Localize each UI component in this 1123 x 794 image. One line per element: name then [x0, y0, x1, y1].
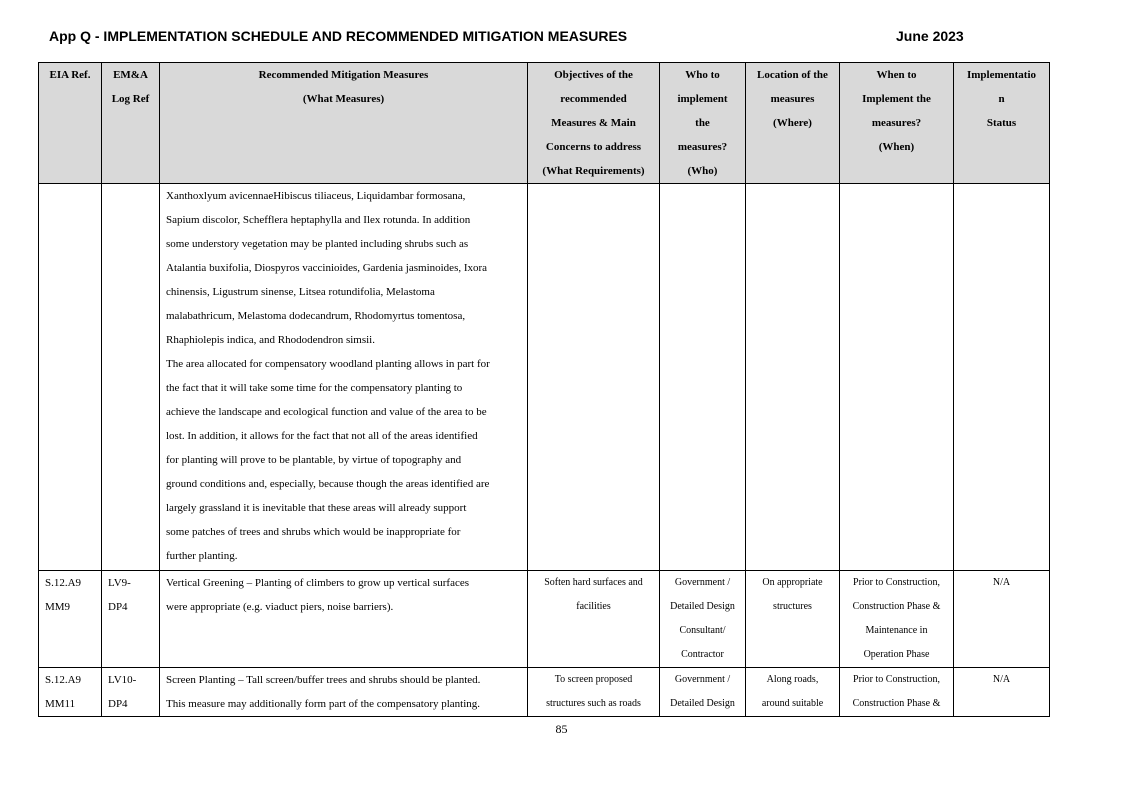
- cell-log-ref: [102, 668, 160, 717]
- header-text-line: EIA Ref.: [49, 69, 91, 81]
- cell-text-line: To screen proposed: [554, 674, 633, 685]
- cell-where: [746, 668, 840, 717]
- header-text-line: Objectives of the: [554, 69, 633, 81]
- cell-text-line: some patches of trees and shrubs which would be inappropriate for: [166, 526, 461, 538]
- cell-text-line: facilities: [576, 601, 611, 612]
- header-text-line: measures?: [677, 141, 728, 153]
- cell-text-line: Soften hard surfaces and: [544, 577, 643, 588]
- table-header-row: [39, 63, 1050, 184]
- cell-status: [954, 571, 1050, 668]
- table-row: [39, 184, 1050, 571]
- cell-text-line: were appropriate (e.g. viaduct piers, noise barriers).: [166, 601, 394, 613]
- header-text-line: Location of the: [757, 69, 828, 81]
- cell-eia-ref: [39, 571, 102, 668]
- cell-text-line: ground conditions and, especially, because though the areas identified are: [166, 478, 490, 490]
- cell-text-line: MM9: [45, 601, 71, 613]
- cell-text-line: lost. In addition, it allows for the fact that not all of the areas identified: [166, 430, 478, 442]
- header-text-line: Who to: [685, 69, 720, 81]
- cell-text-line: largely grassland it is inevitable that these areas will already support: [166, 502, 467, 514]
- cell-where: [746, 184, 840, 571]
- header-text-line: Concerns to address: [545, 141, 642, 153]
- cell-text-line: Vertical Greening – Planting of climbers to grow up vertical surfaces: [166, 577, 470, 589]
- mitigation-measures-table: [38, 62, 1050, 717]
- cell-text-line: MM11: [45, 698, 76, 710]
- cell-text-line: Prior to Construction,: [853, 577, 940, 588]
- cell-text-line: N/A: [992, 577, 1011, 588]
- cell-text-line: structures: [773, 601, 812, 612]
- cell-text-line: malabathricum, Melastoma dodecandrum, Rhodomyrtus tomentosa,: [166, 310, 466, 322]
- cell-measures: [160, 571, 528, 668]
- cell-text-line: Along roads,: [766, 674, 819, 685]
- cell-where: [746, 571, 840, 668]
- cell-text-line: LV9-: [108, 577, 131, 589]
- table-row: [39, 668, 1050, 717]
- cell-objectives: [528, 668, 660, 717]
- header-text-line: Recommended Mitigation Measures: [258, 69, 429, 81]
- cell-text-line: for planting will prove to be plantable, by virtue of topography and: [166, 454, 462, 466]
- cell-text-line: DP4: [108, 601, 128, 613]
- header-text-line: recommended: [560, 93, 627, 105]
- cell-eia-ref: [39, 668, 102, 717]
- cell-text-line: S.12.A9: [45, 577, 82, 589]
- cell-text-line: Construction Phase &: [852, 698, 941, 709]
- header-text-line: measures: [770, 93, 815, 105]
- column-header-status: [954, 63, 1050, 184]
- column-header-who: [660, 63, 746, 184]
- cell-objectives: [528, 571, 660, 668]
- cell-when: [840, 668, 954, 717]
- column-header-when: [840, 63, 954, 184]
- cell-text-line: Contractor: [681, 649, 724, 660]
- cell-objectives: [528, 184, 660, 571]
- cell-text-line: some understory vegetation may be planted including shrubs such as: [166, 238, 469, 250]
- cell-measures: [160, 668, 528, 717]
- cell-text-line: structures such as roads: [546, 698, 641, 709]
- cell-when: [840, 184, 954, 571]
- cell-text-line: Prior to Construction,: [853, 674, 940, 685]
- cell-text-line: The area allocated for compensatory woodland planting allows in part for: [166, 358, 490, 370]
- cell-text-line: chinensis, Ligustrum sinense, Litsea rotundifolia, Melastoma: [166, 286, 435, 298]
- header-text-line: Implementatio: [966, 69, 1037, 81]
- cell-text-line: S.12.A9: [45, 674, 82, 686]
- cell-status: [954, 184, 1050, 571]
- header-text-line: (What Measures): [302, 93, 385, 105]
- cell-text-line: around suitable: [761, 698, 824, 709]
- page-title: App Q - IMPLEMENTATION SCHEDULE AND RECOMMENDED MITIGATION MEASURES: [49, 28, 628, 44]
- header-text-line: (Where): [773, 117, 812, 129]
- cell-log-ref: [102, 571, 160, 668]
- cell-text-line: LV10-: [108, 674, 137, 686]
- cell-text-line: Government /: [674, 674, 731, 685]
- column-header-log-ref: [102, 63, 160, 184]
- cell-when: [840, 571, 954, 668]
- cell-text-line: achieve the landscape and ecological function and value of the area to be: [166, 406, 487, 418]
- cell-text-line: Maintenance in: [865, 625, 928, 636]
- cell-who: [660, 184, 746, 571]
- header-text-line: measures?: [871, 117, 922, 129]
- header-text-line: EM&A: [113, 69, 148, 81]
- cell-text-line: Atalantia buxifolia, Diospyros vaccinioides, Gardenia jasminoides, Ixora: [166, 262, 488, 274]
- header-text-line: Implement the: [862, 93, 931, 105]
- column-header-measures: [160, 63, 528, 184]
- cell-measures: [160, 184, 528, 571]
- cell-text-line: On appropriate: [762, 577, 823, 588]
- cell-who: [660, 668, 746, 717]
- document-date: June 2023: [896, 28, 964, 44]
- header-text-line: implement: [677, 93, 728, 105]
- header-text-line: the: [695, 117, 710, 129]
- cell-text-line: DP4: [108, 698, 128, 710]
- cell-log-ref: [102, 184, 160, 571]
- column-header-eia-ref: [39, 63, 102, 184]
- cell-text-line: Screen Planting – Tall screen/buffer trees and shrubs should be planted.: [166, 674, 481, 686]
- cell-who: [660, 571, 746, 668]
- cell-text-line: Detailed Design: [670, 698, 735, 709]
- header-text-line: Log Ref: [111, 93, 150, 105]
- cell-text-line: N/A: [992, 674, 1011, 685]
- header-text-line: Status: [986, 117, 1017, 129]
- column-header-objectives: [528, 63, 660, 184]
- column-header-where: [746, 63, 840, 184]
- header-text-line: (Who): [687, 165, 718, 177]
- cell-text-line: Consultant/: [679, 625, 726, 636]
- cell-text-line: Xanthoxlyum avicennaeHibiscus tiliaceus, Liquidambar formosana,: [166, 190, 466, 202]
- header-text-line: n: [998, 93, 1005, 105]
- cell-text-line: the fact that it will take some time for the compensatory planting to: [166, 382, 463, 394]
- cell-text-line: Construction Phase &: [852, 601, 941, 612]
- header-text-line: When to: [876, 69, 917, 81]
- page-number: 85: [555, 722, 568, 736]
- cell-text-line: Government /: [674, 577, 731, 588]
- cell-text-line: Operation Phase: [863, 649, 930, 660]
- cell-text-line: Sapium discolor, Schefflera heptaphylla and Ilex rotunda. In addition: [166, 214, 471, 226]
- table-row: [39, 571, 1050, 668]
- cell-eia-ref: [39, 184, 102, 571]
- cell-text-line: Rhaphiolepis indica, and Rhododendron simsii.: [166, 334, 375, 346]
- cell-status: [954, 668, 1050, 717]
- header-text-line: (What Requirements): [542, 165, 645, 177]
- cell-text-line: This measure may additionally form part of the compensatory planting.: [166, 698, 481, 710]
- cell-text-line: Detailed Design: [670, 601, 735, 612]
- cell-text-line: further planting.: [166, 550, 238, 562]
- header-text-line: (When): [878, 141, 915, 153]
- header-text-line: Measures & Main: [551, 117, 636, 129]
